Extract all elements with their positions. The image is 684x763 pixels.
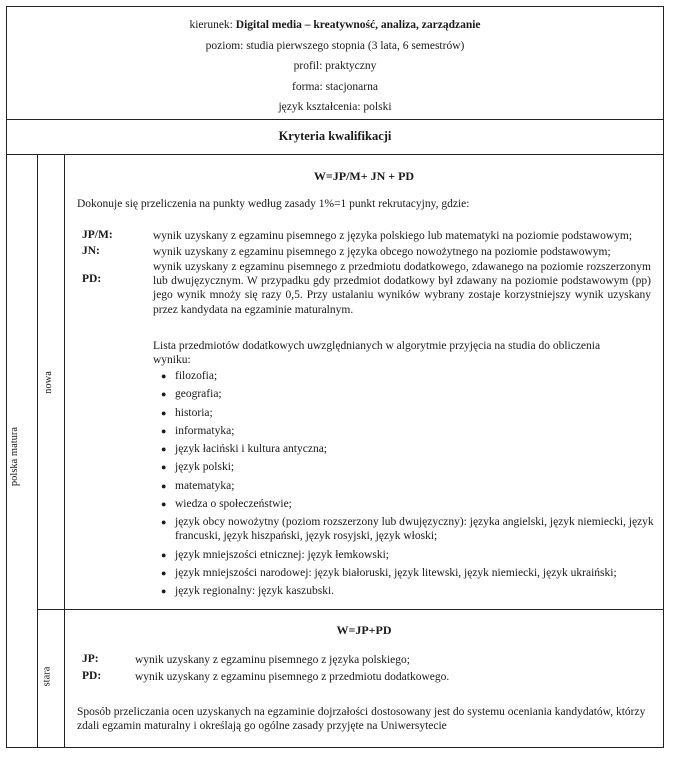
list-item: ● język regionalny: język kaszubski. [161,585,335,598]
list-item: ● matematyka; [161,479,235,492]
program-profile: profil: praktyczny [293,60,377,72]
old-def-label-pd: PD: [82,670,102,682]
def-label-jn: JN: [82,245,100,257]
version-divider [38,609,64,610]
old-matura-note: Sposób przeliczania ocen uzyskanych na egzaminie dojrzałości dostosowany jest do systemu oceniania kandydatów, którzy zdali egzamin maturalny i określają go ogólne zasady przyjęte na Uniwersytecie [77,706,646,732]
bullet-icon: ● [161,425,167,436]
program-name-line [7,15,663,36]
program-level: poziom: studia pierwszego stopnia (3 lata, 6 semestrów) [205,39,465,52]
program-name: Digital media – kreatywność, analiza, zarządzanie [235,19,481,31]
bullet-icon: ● [161,517,167,528]
bullet-icon: ● [161,567,167,578]
list-item: ● informatyka; [161,424,235,437]
list-item: ● język obcy nowożytny (poziom rozszerzony lub dwujęzyczny): języka angielski, język niemiecki, język francuski, język hiszpański, język rosyjski, język włoski; [161,516,654,543]
old-def-text-pd: wynik uzyskany z egzaminu pisemnego z przedmiotu dodatkowego. [135,671,450,683]
def-text-jpm: wynik uzyskany z egzaminu pisemnego z języka polskiego lub matematyki na poziomie podstawowym; [153,230,633,242]
old-def-text-jp: wynik uzyskany z egzaminu pisemnego z języka polskiego; [135,654,410,666]
list-item: ● język polski; [161,461,235,474]
program-language: język kształcenia: polski [278,101,392,113]
bullet-icon: ● [161,499,167,510]
def-label-pd: PD: [82,273,102,285]
matura-label: polska matura [9,426,21,487]
admission-criteria-table [6,6,664,748]
list-item: ● geografia; [161,388,222,401]
new-formula: W=JP/M+ JN + PD [313,169,415,183]
bullet-icon: ● [161,480,167,491]
bullet-icon: ● [161,389,167,400]
additional-subjects-list [161,369,665,603]
section-divider [65,609,663,610]
def-text-pd: wynik uzyskany z egzaminu pisemnego z przedmiotu dodatkowego, zdawanego na poziomie rozszerzonym lub dwujęzycznym. W przypadku gdy przedmiot dodatkowy był zdawany na poziomie podstawowym (pp) jego wynik mnoży się razy 0,5. Przy ustalaniu wyników wybrany zostaje korzystniejszy wynik uzyskany przez kandydata na egzaminie maturalnym. [153,261,651,316]
new-matura-label: nowa [42,371,54,394]
bullet-icon: ● [161,371,167,381]
list-item: ● wiedza o społeczeństwie; [161,498,292,511]
list-item: ● historia; [161,406,213,419]
old-formula: W=JP+PD [336,623,392,637]
criteria-content [65,155,663,747]
program-name-prefix: kierunek: [189,19,233,31]
list-item: ● język mniejszości narodowej: język białoruski, język litewski, język niemiecki, język ukraiński; [161,566,617,579]
program-form: forma: stacjonarna [292,80,378,93]
new-intro: Dokonuje się przeliczenia na punkty według zasady 1%=1 punkt rekrutacyjny, gdzie: [77,198,470,210]
bullet-icon: ● [161,586,167,597]
list-item: ● język łaciński i kultura antyczna; [161,443,327,456]
criteria-title: Kryteria kwalifikacji [7,120,663,155]
old-matura-label: stara [41,666,53,687]
bullet-icon: ● [161,462,167,473]
list-item: ● język mniejszości etnicznej: język łemkowski; [161,548,389,561]
subjects-intro: Lista przedmiotów dodatkowych uwzględnianych w algorytmie przyjęcia na studia do obliczenia wyniku: [153,340,601,366]
bullet-icon: ● [161,444,167,455]
bullet-icon: ● [161,549,167,560]
matura-type-column [7,155,38,747]
list-item: ● filozofia; [161,370,218,382]
def-label-jpm: JP/M: [82,229,113,241]
bullet-icon: ● [161,407,167,418]
matura-version-column [38,155,65,747]
criteria-body [7,155,663,747]
old-def-label-jp: JP: [82,653,99,665]
def-text-jn: wynik uzyskany z egzaminu pisemnego z języka obcego nowożytnego na poziomie podstawowym; [153,246,611,258]
program-header [7,7,663,120]
